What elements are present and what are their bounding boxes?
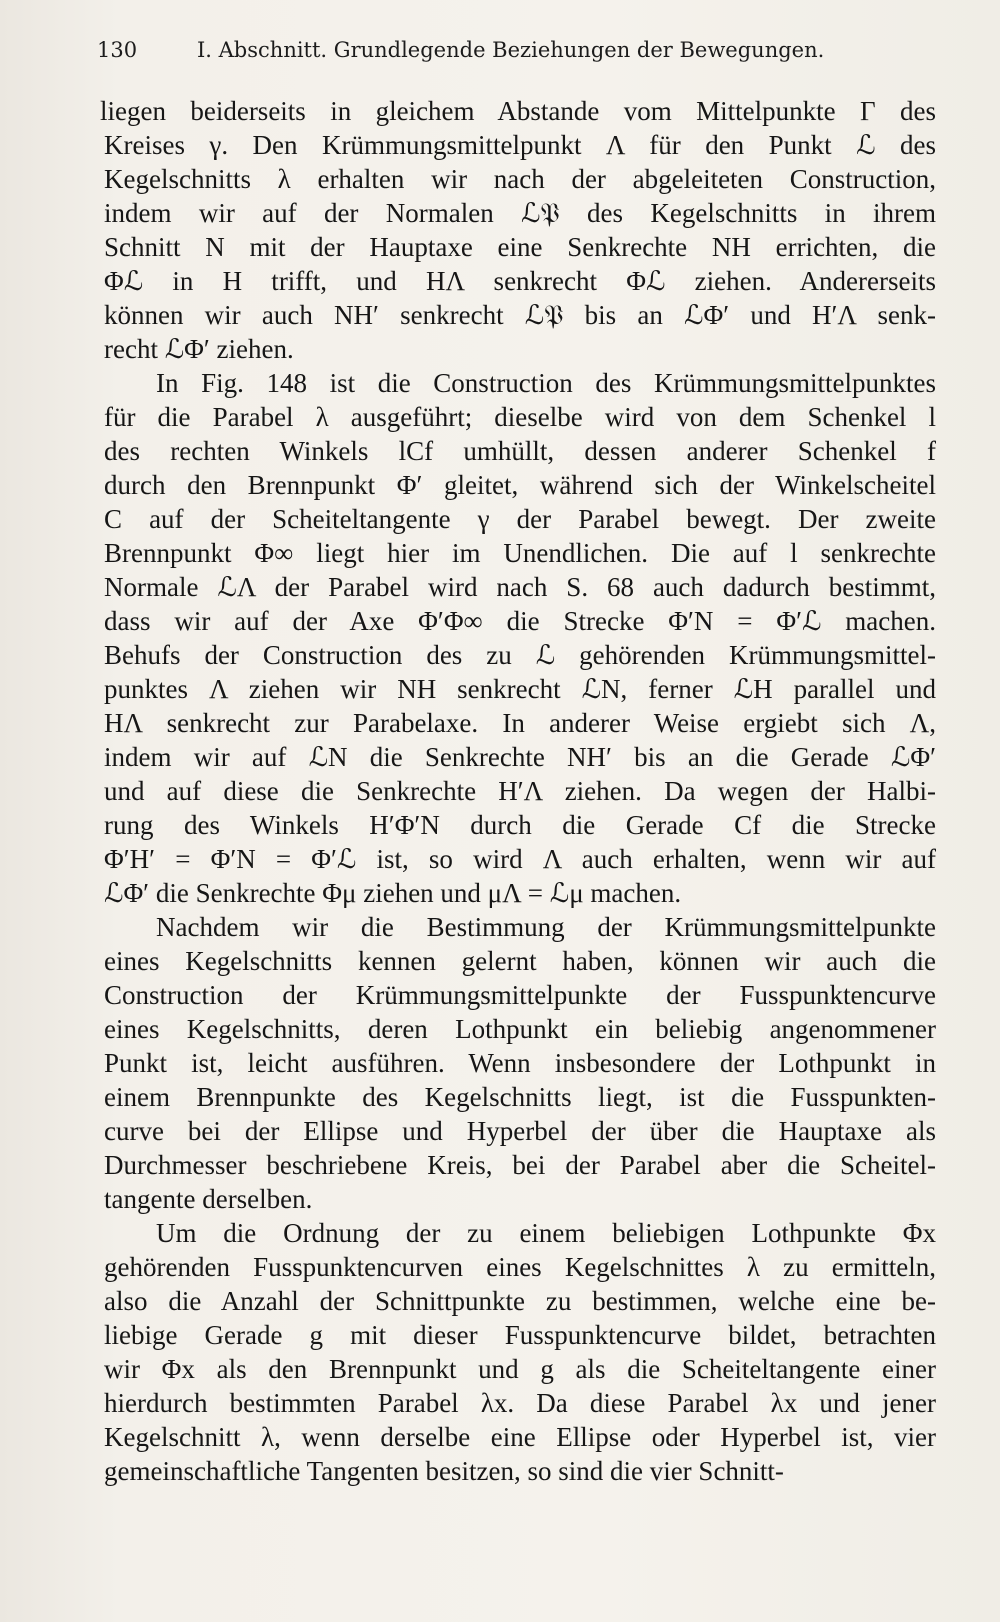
text-line: rung des Winkels H′Φ′N durch die Gerade Cf die Strecke xyxy=(104,810,936,840)
text-line: Φ′H′ = Φ′N = Φ′ℒ ist, so wird Λ auch erhalten, wenn wir auf xyxy=(104,844,936,874)
text-line: recht ℒΦ′ ziehen. xyxy=(104,334,294,364)
text-line: können wir auch NH′ senkrecht ℒ𝔓 bis an ℒΦ′ und H′Λ senk- xyxy=(104,300,936,330)
text-line: liebige Gerade g mit dieser Fusspunktencurve bildet, betrachten xyxy=(104,1320,936,1350)
text-line: und auf diese die Senkrechte H′Λ ziehen. Da wegen der Halbi- xyxy=(104,776,936,806)
text-line: Schnitt N mit der Hauptaxe eine Senkrechte NH errichten, die xyxy=(104,232,936,262)
text-line: einem Brennpunkte des Kegelschnitts liegt, ist die Fusspunkten- xyxy=(104,1082,936,1112)
text-line: tangente derselben. xyxy=(104,1184,313,1214)
text-line: In Fig. 148 ist die Construction des Krümmungsmittelpunktes xyxy=(156,368,936,398)
text-line: curve bei der Ellipse und Hyperbel der über die Hauptaxe als xyxy=(104,1116,936,1146)
text-line: Um die Ordnung der zu einem beliebigen Lothpunkte Φx xyxy=(156,1218,936,1248)
paragraph xyxy=(104,366,936,910)
text-line: HΛ senkrecht zur Parabelaxe. In anderer Weise ergiebt sich Λ, xyxy=(104,708,936,738)
text-line: punktes Λ ziehen wir NH senkrecht ℒN, ferner ℒH parallel und xyxy=(104,674,936,704)
text-line: ℒΦ′ die Senkrechte Φμ ziehen und μΛ = ℒμ machen. xyxy=(104,878,682,908)
text-line: Normale ℒΛ der Parabel wird nach S. 68 auch dadurch bestimmt, xyxy=(104,572,936,602)
running-header xyxy=(97,38,824,62)
text-line: liegen beiderseits in gleichem Abstande vom Mittelpunkte Γ des xyxy=(100,96,936,126)
text-line: eines Kegelschnitts kennen gelernt haben, können wir auch die xyxy=(104,946,936,976)
text-line: Construction der Krümmungsmittelpunkte der Fusspunktencurve xyxy=(104,980,936,1010)
text-line: hierdurch bestimmten Parabel λx. Da diese Parabel λx und jener xyxy=(104,1388,936,1418)
text-line: also die Anzahl der Schnittpunkte zu bestimmen, welche eine be- xyxy=(104,1286,936,1316)
text-line: des rechten Winkels lCf umhüllt, dessen anderer Schenkel f xyxy=(104,436,936,466)
text-line: Nachdem wir die Bestimmung der Krümmungsmittelpunkte xyxy=(156,912,936,942)
text-line: Kreises γ. Den Krümmungsmittelpunkt Λ für den Punkt ℒ des xyxy=(104,130,936,160)
text-line: durch den Brennpunkt Φ′ gleitet, während sich der Winkelscheitel xyxy=(104,470,936,500)
text-line: für die Parabel λ ausgeführt; dieselbe wird von dem Schenkel l xyxy=(104,402,936,432)
text-line: Kegelschnitts λ erhalten wir nach der abgeleiteten Construction, xyxy=(104,164,936,194)
text-line: Kegelschnitt λ, wenn derselbe eine Ellipse oder Hyperbel ist, vier xyxy=(104,1422,936,1452)
text-line: Φℒ in H trifft, und HΛ senkrecht Φℒ ziehen. Andererseits xyxy=(104,266,936,296)
text-line: gemeinschaftliche Tangenten besitzen, so sind die vier Schnitt- xyxy=(104,1456,784,1486)
text-line: Behufs der Construction des zu ℒ gehörenden Krümmungsmittel- xyxy=(104,640,936,670)
paragraph xyxy=(104,1216,936,1488)
text-line: Brennpunkt Φ∞ liegt hier im Unendlichen. Die auf l senkrechte xyxy=(104,538,936,568)
paragraph xyxy=(100,94,936,366)
page-number: 130 xyxy=(97,38,138,62)
text-line: wir Φx als den Brennpunkt und g als die Scheiteltangente einer xyxy=(104,1354,936,1384)
text-line: Durchmesser beschriebene Kreis, bei der Parabel aber die Scheitel- xyxy=(104,1150,936,1180)
text-line: Punkt ist, leicht ausführen. Wenn insbesondere der Lothpunkt in xyxy=(104,1048,936,1078)
running-title: I. Abschnitt. Grundlegende Beziehungen der Bewegungen. xyxy=(197,38,825,62)
text-line: eines Kegelschnitts, deren Lothpunkt ein beliebig angenommener xyxy=(104,1014,936,1044)
text-line: gehörenden Fusspunktencurven eines Kegelschnittes λ zu ermitteln, xyxy=(104,1252,936,1282)
body-text xyxy=(100,94,936,1488)
text-line: C auf der Scheiteltangente γ der Parabel bewegt. Der zweite xyxy=(104,504,936,534)
paragraph xyxy=(104,910,936,1216)
text-line: indem wir auf der Normalen ℒ𝔓 des Kegelschnitts in ihrem xyxy=(104,198,936,228)
text-line: dass wir auf der Axe Φ′Φ∞ die Strecke Φ′N = Φ′ℒ machen. xyxy=(104,606,936,636)
text-line: indem wir auf ℒN die Senkrechte NH′ bis an die Gerade ℒΦ′ xyxy=(104,742,936,772)
